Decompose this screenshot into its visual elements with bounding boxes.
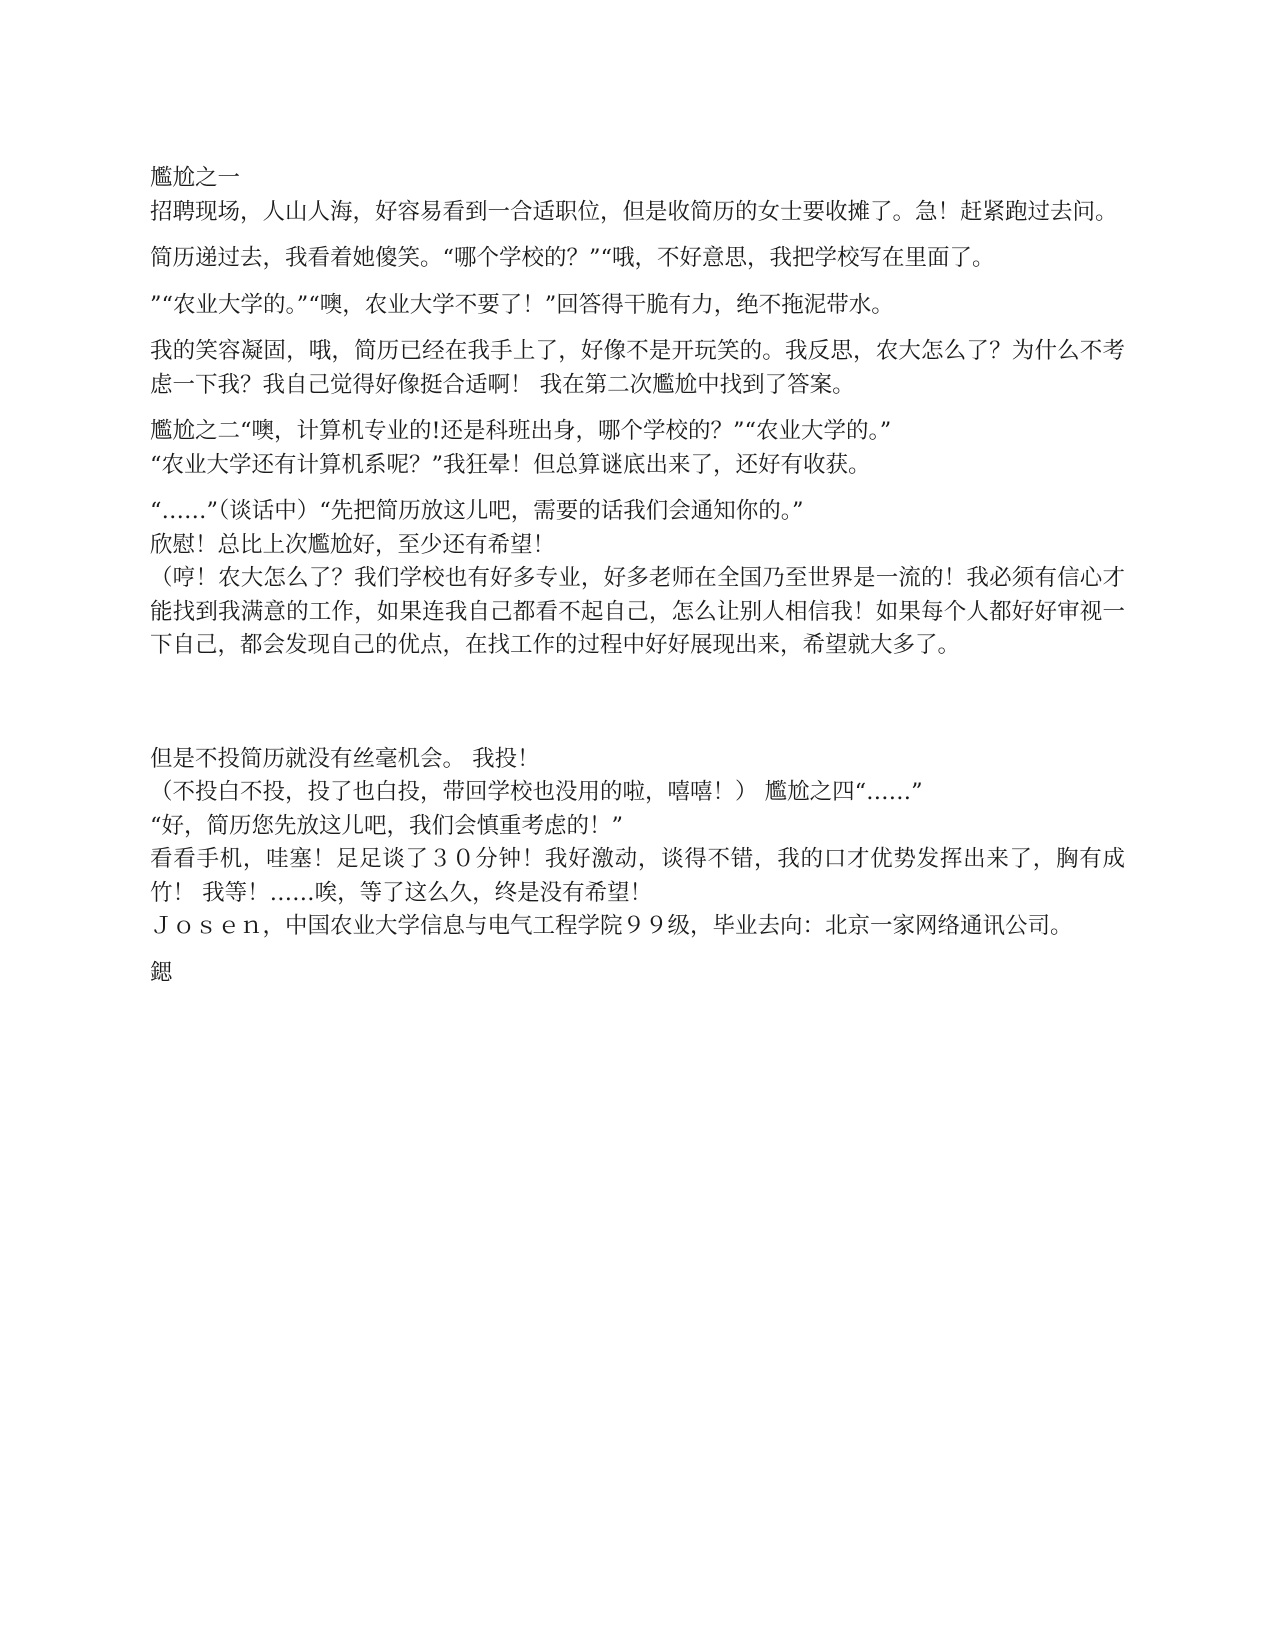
paragraph-computer-dept: “农业大学还有计算机系呢？”我狂晕！但总算谜底出来了，还好有收获。 xyxy=(150,451,871,478)
paragraph-waiting: 看看手机，哇塞！足足谈了３０分钟！我好激动，谈得不错，我的口才优势发挥出来了，胸有成竹！ 我等！……唉，等了这么久，终是没有希望！ xyxy=(150,846,1125,906)
paragraph-resume-handover: 简历递过去，我看着她傻笑。“哪个学校的？”“哦，不好意思，我把学校写在里面了。 xyxy=(150,245,995,271)
section-heading-1: 尷尬之一 xyxy=(150,165,241,191)
paragraph-relief: 欣慰！总比上次尷尬好，至少还有希望！ xyxy=(150,531,556,558)
paragraph-awkward-two: 尷尬之二“噢，计算机专业的!还是科班出身，哪个学校的？”“农业大学的。” xyxy=(150,418,892,444)
paragraph-spacer xyxy=(150,322,1125,335)
section-spacer xyxy=(150,663,1125,743)
paragraph-interview: “……”（谈话中）“先把简历放这儿吧，需要的话我们会通知你的。” xyxy=(150,498,804,524)
paragraph-author-info: Ｊｏｓｅｎ，中国农业大学信息与电气工程学院９９级，毕业去向：北京一家网络通讯公司。 xyxy=(150,913,1073,939)
paragraph-consider: “好，简历您先放这儿吧，我们会慎重考虑的！” xyxy=(150,812,624,839)
paragraph-spacer xyxy=(150,229,1125,242)
trailing-character: 鍶 xyxy=(150,959,173,986)
paragraph-submit-resume: 但是不投简历就没有丝毫机会。 我投！ xyxy=(150,745,540,772)
paragraph-reflection: 我的笑容凝固，哦，简历已经在我手上了，好像不是开玩笑的。我反思，农大怎么了？为什么不考虑一下我？我自己觉得好像挺合适啊！ 我在第二次尷尬中找到了答案。 xyxy=(150,338,1125,398)
paragraph-awkward-four: （不投白不投，投了也白投，带回学校也没用的啦，嘻嘻！） 尷尬之四“……” xyxy=(150,779,923,805)
paragraph-spacer xyxy=(150,402,1125,415)
paragraph-confidence: （哼！农大怎么了？我们学校也有好多专业，好多老师在全国乃至世界是一流的！我必须有信心才能找到我满意的工作，如果连我自己都看不起自己，怎么让别人相信我！如果每个人都好好审视一下自己，都会发现自己的优点，在找工作的过程中好好展现出来，希望就大多了。 xyxy=(150,565,1125,658)
paragraph-spacer xyxy=(150,276,1125,289)
paragraph-recruitment-scene: 招聘现场，人山人海，好容易看到一合适职位，但是收简历的女士要收摊了。急！赶紧跑过去问。 xyxy=(150,198,1118,225)
paragraph-rejection: ”“农业大学的。”“噢，农业大学不要了！”回答得干脆有力，绝不拖泥带水。 xyxy=(150,291,894,318)
document-page xyxy=(150,162,1125,990)
paragraph-spacer xyxy=(150,482,1125,495)
paragraph-spacer xyxy=(150,944,1125,957)
